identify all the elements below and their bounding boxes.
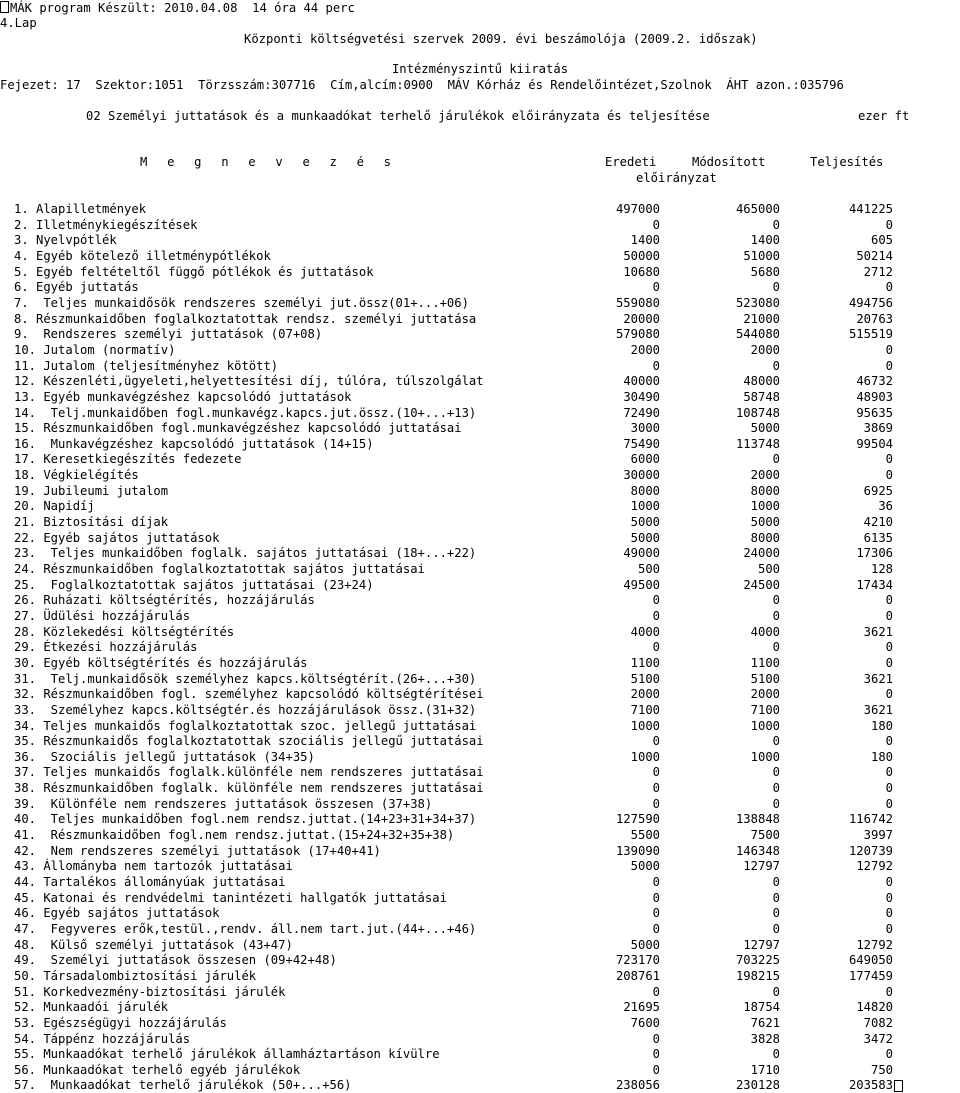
table-row (0, 639, 960, 655)
value-actual: 3621 (863, 702, 893, 717)
row-label: 36. Szociális jellegű juttatások (34+35) (14, 749, 315, 764)
value-actual: 3472 (863, 1031, 893, 1046)
table-row (0, 858, 960, 874)
table-row (0, 749, 960, 765)
value-actual: 0 (885, 734, 893, 749)
value-modified: 8000 (750, 530, 780, 545)
value-original: 5000 (630, 515, 660, 529)
table-row (0, 248, 960, 264)
value-modified: 146348 (735, 843, 780, 858)
table-row (0, 702, 960, 718)
row-label: 27. Üdülési hozzájárulás (14, 608, 191, 623)
value-original: 579080 (615, 327, 660, 342)
value-actual: 0 (885, 468, 893, 483)
value-actual: 0 (885, 1047, 893, 1062)
value-original: 1000 (630, 718, 660, 733)
row-label: 13. Egyéb munkavégzéshez kapcsolódó juttatások (14, 389, 352, 404)
value-modified: 7100 (750, 702, 780, 717)
row-label: 2. Illetménykiegészítések (14, 217, 198, 232)
value-actual: 0 (885, 358, 893, 373)
row-label: 17. Keresetkiegészítés fedezete (14, 452, 242, 467)
row-label: 39. Különféle nem rendszeres juttatások összesen (37+38) (14, 796, 433, 811)
value-original: 0 (652, 608, 660, 623)
row-label: 55. Munkaadókat terhelő járulékok államháztartáson kívülre (14, 1047, 440, 1062)
end-marker-icon (894, 1080, 903, 1092)
row-label: 56. Munkaadókat terhelő egyéb járulékok (14, 1062, 301, 1077)
value-original: 0 (652, 1031, 660, 1046)
table-row (0, 952, 960, 968)
value-actual: 6925 (863, 483, 893, 498)
value-actual: 0 (885, 687, 893, 702)
value-actual: 177459 (848, 968, 893, 983)
row-label: 46. Egyéb sajátos juttatások (14, 906, 220, 921)
value-modified: 230128 (735, 1078, 780, 1093)
value-original: 10680 (623, 264, 660, 279)
table-row (0, 264, 960, 280)
table-row (0, 217, 960, 233)
value-original: 0 (652, 781, 660, 796)
row-label: 5. Egyéb feltételtől függő pótlékok és juttatások (14, 264, 374, 279)
value-actual: 441225 (848, 202, 893, 216)
table-row (0, 937, 960, 953)
row-label: 24. Részmunkaidőben foglalkoztatottak sajátos juttatásai (14, 562, 425, 576)
value-actual: 605 (870, 233, 893, 248)
value-actual: 3621 (863, 671, 893, 686)
value-original: 50000 (623, 248, 660, 263)
value-actual: 17434 (856, 577, 893, 592)
value-original: 6000 (630, 452, 660, 467)
value-modified: 0 (772, 1047, 780, 1062)
value-original: 1100 (630, 655, 660, 670)
table-row (0, 905, 960, 921)
value-actual: 515519 (848, 327, 893, 342)
value-modified: 4000 (750, 624, 780, 639)
value-modified: 24000 (743, 546, 780, 561)
row-label: 48. Külső személyi juttatások (43+47) (14, 937, 293, 952)
row-label: 49. Személyi juttatások összesen (09+42+48) (14, 953, 337, 968)
value-modified: 0 (772, 217, 780, 232)
value-original: 208761 (615, 968, 660, 983)
row-label: 54. Táppénz hozzájárulás (14, 1031, 191, 1046)
row-label: 23. Teljes munkaidőben foglalk. sajátos juttatásai (18+...+22) (14, 546, 477, 561)
table-row (0, 373, 960, 389)
value-original: 1000 (630, 499, 660, 514)
value-actual: 180 (870, 749, 893, 764)
value-actual: 0 (885, 796, 893, 811)
value-modified: 0 (772, 640, 780, 655)
value-modified: 198215 (735, 968, 780, 983)
value-original: 5000 (630, 530, 660, 545)
table-row (0, 1062, 960, 1078)
value-original: 5500 (630, 828, 660, 842)
value-actual: 3997 (863, 828, 893, 842)
value-modified: 500 (757, 562, 780, 576)
report-subtitle: Intézményszintű kiiratás (391, 62, 569, 76)
value-actual: 0 (885, 890, 893, 905)
table-row (0, 843, 960, 859)
value-modified: 2000 (750, 342, 780, 357)
value-original: 0 (652, 921, 660, 936)
row-label: 43. Állományba nem tartozók juttatásai (14, 859, 293, 874)
value-actual: 0 (885, 452, 893, 467)
value-actual: 0 (885, 984, 893, 999)
value-modified: 1400 (750, 233, 780, 248)
table-row (0, 890, 960, 906)
value-original: 7600 (630, 1015, 660, 1030)
value-modified: 0 (772, 875, 780, 889)
table-row (0, 686, 960, 702)
value-original: 0 (652, 796, 660, 811)
value-actual: 48903 (856, 389, 893, 404)
value-original: 139090 (615, 843, 660, 858)
value-actual: 3621 (863, 624, 893, 639)
value-original: 21695 (623, 1000, 660, 1015)
row-label: 12. Készenléti,ügyeleti,helyettesítési díj, túlóra, túlszolgálat (14, 374, 484, 389)
table-row (0, 592, 960, 608)
value-modified: 138848 (735, 812, 780, 827)
table-row (0, 733, 960, 749)
value-original: 238056 (615, 1078, 660, 1093)
value-original: 0 (652, 890, 660, 905)
row-label: 10. Jutalom (normatív) (14, 342, 176, 357)
value-modified: 544080 (735, 327, 780, 342)
value-actual: 95635 (856, 405, 893, 420)
value-original: 30000 (623, 468, 660, 483)
value-actual: 0 (885, 608, 893, 623)
value-original: 30490 (623, 389, 660, 404)
value-modified: 0 (772, 593, 780, 608)
row-label: 14. Telj.munkaidőben fogl.munkavégz.kapcs.jut.össz.(10+...+13) (14, 405, 477, 420)
value-actual: 4210 (863, 515, 893, 529)
value-modified: 703225 (735, 953, 780, 968)
row-label: 53. Egészségügyi hozzájárulás (14, 1015, 227, 1030)
page-number: 4.Lap (0, 16, 37, 30)
row-label: 57. Munkaadókat terhelő járulékok (50+...+56) (14, 1078, 352, 1093)
value-original: 5100 (630, 671, 660, 686)
value-modified: 12797 (743, 859, 780, 874)
table-row (0, 671, 960, 687)
row-label: 6. Egyéb juttatás (14, 280, 139, 295)
table-row (0, 624, 960, 640)
value-modified: 0 (772, 452, 780, 467)
table-row (0, 389, 960, 405)
value-modified: 12797 (743, 937, 780, 952)
value-modified: 0 (772, 280, 780, 295)
value-original: 2000 (630, 687, 660, 702)
value-actual: 14820 (856, 1000, 893, 1015)
table-row (0, 1031, 960, 1047)
row-label: 42. Nem rendszeres személyi juttatások (17+40+41) (14, 843, 381, 858)
value-original: 3000 (630, 421, 660, 436)
value-modified: 1710 (750, 1062, 780, 1077)
row-label: 31. Telj.munkaidősök személyhez kapcs.költségtérít.(26+...+30) (14, 671, 477, 686)
value-modified: 0 (772, 906, 780, 921)
value-actual: 36 (878, 499, 893, 514)
value-original: 0 (652, 734, 660, 749)
table-row (0, 342, 960, 358)
row-label: 1. Alapilletmények (14, 202, 147, 216)
table-row (0, 827, 960, 843)
value-modified: 1000 (750, 749, 780, 764)
value-original: 0 (652, 1062, 660, 1077)
value-modified: 18754 (743, 1000, 780, 1015)
value-modified: 24500 (743, 577, 780, 592)
report-title: Központi költségvetési szervek 2009. évi beszámolója (2009.2. időszak) (244, 32, 758, 46)
value-actual: 12792 (856, 937, 893, 952)
value-original: 75490 (623, 436, 660, 451)
value-modified: 8000 (750, 483, 780, 498)
value-actual: 203583 (848, 1078, 893, 1093)
value-original: 2000 (630, 342, 660, 357)
value-modified: 48000 (743, 374, 780, 389)
table-row (0, 201, 960, 217)
table-row (0, 232, 960, 248)
row-label: 8. Részmunkaidőben foglalkoztatottak rendsz. személyi juttatása (14, 311, 477, 326)
value-original: 49500 (623, 577, 660, 592)
value-original: 72490 (623, 405, 660, 420)
value-actual: 0 (885, 280, 893, 295)
column-header-name: M e g n e v e z é s (140, 155, 398, 169)
value-modified: 108748 (735, 405, 780, 420)
value-modified: 0 (772, 890, 780, 905)
table-row (0, 530, 960, 546)
row-label: 47. Fegyveres erők,testül.,rendv. áll.nem tart.jut.(44+...+46) (14, 921, 477, 936)
row-label: 11. Jutalom (teljesítményhez kötött) (14, 358, 279, 373)
unit-label: ezer ft (858, 109, 910, 123)
value-modified: 0 (772, 734, 780, 749)
value-modified: 5000 (750, 515, 780, 529)
table-row (0, 968, 960, 984)
value-original: 5000 (630, 937, 660, 952)
value-modified: 0 (772, 984, 780, 999)
value-original: 0 (652, 906, 660, 921)
value-modified: 2000 (750, 468, 780, 483)
table-row (0, 545, 960, 561)
table-row (0, 311, 960, 327)
row-label: 4. Egyéb kötelező illetménypótlékok (14, 248, 271, 263)
value-modified: 58748 (743, 389, 780, 404)
value-original: 127590 (615, 812, 660, 827)
table-row (0, 811, 960, 827)
section-title: 02 Személyi juttatások és a munkaadókat terhelő járulékok előirányzata és teljesítése (86, 109, 710, 123)
value-original: 0 (652, 1047, 660, 1062)
value-modified: 5100 (750, 671, 780, 686)
value-original: 0 (652, 358, 660, 373)
value-actual: 750 (870, 1062, 893, 1077)
value-actual: 0 (885, 781, 893, 796)
value-original: 559080 (615, 295, 660, 310)
value-actual: 17306 (856, 546, 893, 561)
value-actual: 180 (870, 718, 893, 733)
value-actual: 46732 (856, 374, 893, 389)
value-original: 497000 (615, 202, 660, 216)
value-modified: 523080 (735, 295, 780, 310)
value-actual: 120739 (848, 843, 893, 858)
row-label: 21. Biztosítási díjak (14, 515, 169, 529)
value-modified: 1000 (750, 499, 780, 514)
value-original: 1000 (630, 749, 660, 764)
value-actual: 0 (885, 593, 893, 608)
row-label: 44. Tartalékos állományúak juttatásai (14, 875, 286, 889)
row-label: 33. Személyhez kapcs.költségtér.és hozzájárulások össz.(31+32) (14, 702, 477, 717)
table-row (0, 326, 960, 342)
table-row (0, 1077, 960, 1093)
column-header-actual: Teljesítés (810, 155, 884, 169)
row-label: 52. Munkaadói járulék (14, 1000, 169, 1015)
value-modified: 0 (772, 796, 780, 811)
value-actual: 0 (885, 217, 893, 232)
row-label: 30. Egyéb költségtérítés és hozzájárulás (14, 655, 308, 670)
value-modified: 1000 (750, 718, 780, 733)
table-row (0, 358, 960, 374)
value-original: 49000 (623, 546, 660, 561)
row-label: 19. Jubileumi jutalom (14, 483, 169, 498)
table-row (0, 718, 960, 734)
row-label: 32. Részmunkaidőben fogl. személyhez kapcsolódó költségtérítései (14, 687, 484, 702)
table-row (0, 921, 960, 937)
box-glyph-icon (0, 1, 9, 13)
value-actual: 50214 (856, 248, 893, 263)
row-label: 20. Napidíj (14, 499, 95, 514)
value-original: 20000 (623, 311, 660, 326)
table-row (0, 436, 960, 452)
row-label: 41. Részmunkaidőben fogl.nem rendsz.juttat.(15+24+32+35+38) (14, 828, 455, 842)
value-modified: 1100 (750, 655, 780, 670)
value-actual: 0 (885, 640, 893, 655)
value-modified: 5000 (750, 421, 780, 436)
row-label: 28. Közlekedési költségtérítés (14, 624, 235, 639)
value-actual: 0 (885, 765, 893, 780)
value-original: 0 (652, 593, 660, 608)
value-modified: 2000 (750, 687, 780, 702)
value-actual: 12792 (856, 859, 893, 874)
row-label: 35. Részmunkaidős foglalkoztatottak szociális jellegű juttatásai (14, 734, 484, 749)
row-label: 45. Katonai és rendvédelmi tanintézeti hallgatók juttatásai (14, 890, 447, 905)
table-row (0, 498, 960, 514)
program-line: MÁK program Készült: 2010.04.08 14 óra 44 perc (0, 1, 355, 15)
table-row (0, 295, 960, 311)
row-label: 50. Társadalombiztosítási járulék (14, 968, 257, 983)
row-label: 29. Étkezési hozzájárulás (14, 640, 198, 655)
value-original: 40000 (623, 374, 660, 389)
value-actual: 116742 (848, 812, 893, 827)
row-label: 7. Teljes munkaidősök rendszeres személyi jut.össz(01+...+06) (14, 295, 469, 310)
table-row (0, 1015, 960, 1031)
value-actual: 20763 (856, 311, 893, 326)
row-label: 9. Rendszeres személyi juttatások (07+08) (14, 327, 323, 342)
table-row (0, 874, 960, 890)
value-original: 0 (652, 280, 660, 295)
row-label: 3. Nyelvpótlék (14, 233, 117, 248)
value-actual: 649050 (848, 953, 893, 968)
value-original: 0 (652, 984, 660, 999)
row-label: 40. Teljes munkaidőben fogl.nem rendsz.juttat.(14+23+31+34+37) (14, 812, 477, 827)
row-label: 34. Teljes munkaidős foglalkoztatottak szoc. jellegű juttatásai (14, 718, 477, 733)
value-modified: 113748 (735, 436, 780, 451)
value-modified: 7500 (750, 828, 780, 842)
table-row (0, 451, 960, 467)
value-actual: 0 (885, 342, 893, 357)
row-label: 37. Teljes munkaidős foglalk.különféle nem rendszeres juttatásai (14, 765, 484, 780)
value-modified: 465000 (735, 202, 780, 216)
value-modified: 0 (772, 358, 780, 373)
row-label: 25. Foglalkoztatottak sajátos juttatásai (23+24) (14, 577, 374, 592)
table-row (0, 608, 960, 624)
value-modified: 7621 (750, 1015, 780, 1030)
value-actual: 0 (885, 921, 893, 936)
value-original: 8000 (630, 483, 660, 498)
row-label: 16. Munkavégzéshez kapcsolódó juttatások (14+15) (14, 436, 374, 451)
value-modified: 21000 (743, 311, 780, 326)
value-original: 1400 (630, 233, 660, 248)
value-actual: 0 (885, 906, 893, 921)
value-modified: 51000 (743, 248, 780, 263)
value-actual: 0 (885, 655, 893, 670)
value-original: 0 (652, 875, 660, 889)
table-row (0, 796, 960, 812)
value-modified: 0 (772, 765, 780, 780)
value-modified: 3828 (750, 1031, 780, 1046)
row-label: 38. Részmunkaidőben foglalk. különféle nem rendszeres juttatásai (14, 781, 484, 796)
table-row (0, 467, 960, 483)
value-modified: 0 (772, 608, 780, 623)
value-modified: 0 (772, 781, 780, 796)
column-header-original: Eredeti (605, 155, 657, 169)
row-label: 15. Részmunkaidőben fogl.munkavégzéshez kapcsolódó juttatásai (14, 421, 462, 436)
value-actual: 3869 (863, 421, 893, 436)
value-modified: 0 (772, 921, 780, 936)
table-row (0, 655, 960, 671)
value-original: 723170 (615, 953, 660, 968)
organization-line: Fejezet: 17 Szektor:1051 Törzsszám:307716 Cím,alcím:0900 MÁV Kórház és Rendelőintézet,Szolnok ÁHT azon.:035796 (0, 78, 844, 92)
value-original: 0 (652, 640, 660, 655)
table-row (0, 483, 960, 499)
table-row (0, 561, 960, 577)
table-row (0, 577, 960, 593)
table-row (0, 1046, 960, 1062)
value-actual: 494756 (848, 295, 893, 310)
value-actual: 128 (870, 562, 893, 576)
value-actual: 2712 (863, 264, 893, 279)
table-row (0, 780, 960, 796)
value-original: 7100 (630, 702, 660, 717)
value-original: 0 (652, 217, 660, 232)
value-actual: 7082 (863, 1015, 893, 1030)
table-row (0, 420, 960, 436)
value-actual: 99504 (856, 436, 893, 451)
value-original: 5000 (630, 859, 660, 874)
table-row (0, 984, 960, 1000)
table-row (0, 514, 960, 530)
value-original: 4000 (630, 624, 660, 639)
table-row (0, 764, 960, 780)
column-header-modified: Módosított (692, 155, 766, 169)
value-original: 500 (637, 562, 660, 576)
value-modified: 5680 (750, 264, 780, 279)
row-label: 51. Korkedvezmény-biztosítási járulék (14, 984, 286, 999)
value-original: 0 (652, 765, 660, 780)
table-row (0, 405, 960, 421)
value-actual: 6135 (863, 530, 893, 545)
table-row (0, 999, 960, 1015)
row-label: 26. Ruházati költségtérítés, hozzájárulás (14, 593, 315, 608)
value-actual: 0 (885, 875, 893, 889)
column-header-modified-sub: előirányzat (636, 171, 717, 185)
row-label: 18. Végkielégítés (14, 468, 139, 483)
row-label: 22. Egyéb sajátos juttatások (14, 530, 220, 545)
table-row (0, 279, 960, 295)
